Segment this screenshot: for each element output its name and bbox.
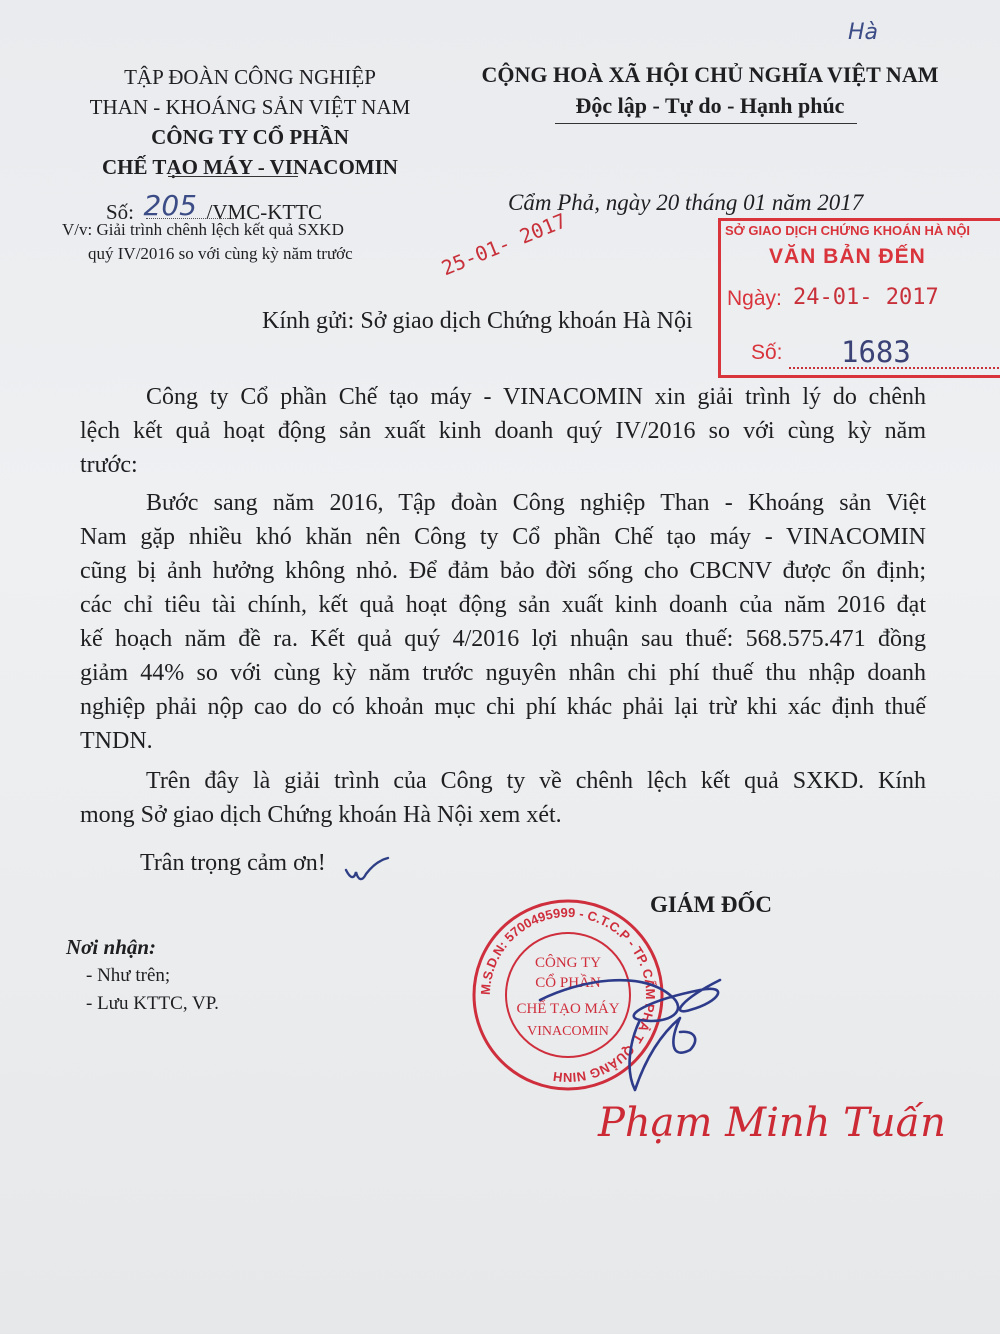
paragraph2-line5: kế hoạch năm đề ra. Kết quả quý 4/2016 lợi nhuận sau thuế: 568.575.471 đồng xyxy=(80,626,926,652)
paragraph2-line8: TNDN. xyxy=(80,728,153,754)
check-mark-icon xyxy=(342,852,392,886)
signature-scribble xyxy=(520,940,760,1100)
group-name-line1: TẬP ĐOÀN CÔNG NGHIỆP xyxy=(124,65,376,89)
paragraph2-line3: cũng bị ảnh hưởng không nhỏ. Để đảm bảo đời sống cho CBCNV được ổn định; xyxy=(80,558,926,584)
seal-ring-text: M.S.D.N: 5700495999 - C.T.C.P - TP. CẨM PHẢ T. QUẢNG NINH xyxy=(477,904,659,1086)
doc-number-dotted-line xyxy=(146,218,236,219)
seal-line4: VINACOMIN xyxy=(527,1024,609,1039)
seal-line2: CỔ PHẦN xyxy=(535,975,601,991)
paragraph2-line4: các chỉ tiêu tài chính, kết quả hoạt động sản xuất kinh doanh của năm 2016 đạt xyxy=(80,592,926,618)
paragraph1-line2: lệch kết quả hoạt động sản xuất kinh doanh quý IV/2016 so với cùng kỳ năm xyxy=(80,418,926,444)
received-stamp xyxy=(718,218,1000,378)
received-stamp-date-label: Ngày: xyxy=(727,287,782,310)
paragraph2-line6: giảm 44% so với cùng kỳ năm trước nguyên nhân chi phí thuế thu nhập doanh xyxy=(80,660,926,686)
paragraph1-line3: trước: xyxy=(80,452,138,478)
paragraph2-line2: Nam gặp nhiều khó khăn nên Công ty Cổ phần Chế tạo máy - VINACOMIN xyxy=(80,524,926,550)
place-date: Cẩm Phả, ngày 20 tháng 01 năm 2017 xyxy=(508,190,864,215)
recipients-item-2: - Lưu KTTC, VP. xyxy=(86,993,219,1014)
diagonal-date-stamp: 25-01- 2017 xyxy=(438,208,570,281)
paragraph2-line7: nghiệp phải nộp cao do có khoản mục chi phí khác phải lại trừ khi xác định thuế xyxy=(80,694,926,720)
closing-line: Trân trọng cảm ơn! xyxy=(140,850,326,876)
seal-line3: CHẾ TẠO MÁY xyxy=(516,1001,620,1017)
paragraph3-line1: Trên đây là giải trình của Công ty về chênh lệch kết quả SXKD. Kính xyxy=(146,768,926,794)
recipients-label: Nơi nhận: xyxy=(66,935,157,959)
received-stamp-date-value: 24-01- 2017 xyxy=(793,285,939,310)
received-stamp-title: VĂN BẢN ĐẾN xyxy=(769,245,926,268)
received-stamp-number-label: Số: xyxy=(751,341,783,364)
subject-line1: V/v: Giải trình chênh lệch kết quả SXKD xyxy=(62,220,344,239)
seal-line1: CÔNG TY xyxy=(535,955,601,971)
signer-name: Phạm Minh Tuấn xyxy=(598,1100,946,1146)
company-name-line2: CHẾ TẠO MÁY - VINACOMIN xyxy=(102,155,398,179)
header-left-underline xyxy=(168,176,298,177)
doc-number-prefix: Số: xyxy=(106,200,135,224)
paragraph2-line1: Bước sang năm 2016, Tập đoàn Công nghiệp Than - Khoáng sản Việt xyxy=(146,490,926,516)
recipients-item-1: - Như trên; xyxy=(86,965,171,986)
received-stamp-org: SỞ GIAO DỊCH CHỨNG KHOÁN HÀ NỘI xyxy=(725,223,971,238)
signer-title: GIÁM ĐỐC xyxy=(650,892,773,917)
recipient-line: Kính gửi: Sở giao dịch Chứng khoán Hà Nội xyxy=(262,308,693,334)
company-name-line1: CÔNG TY CỔ PHẦN xyxy=(151,125,349,149)
paragraph1-line1: Công ty Cổ phần Chế tạo máy - VINACOMIN xin giải trình lý do chênh xyxy=(146,384,926,410)
handwritten-note: Hà xyxy=(848,20,879,45)
group-name-line2: THAN - KHOÁNG SẢN VIỆT NAM xyxy=(89,95,411,119)
received-stamp-number-value: 1683 xyxy=(841,335,911,369)
motto-underline xyxy=(555,123,857,124)
paragraph3-line2: mong Sở giao dịch Chứng khoán Hà Nội xem xét. xyxy=(80,802,562,828)
subject-line2: quý IV/2016 so với cùng kỳ năm trước xyxy=(88,244,353,263)
country-name: CỘNG HOÀ XÃ HỘI CHỦ NGHĨA VIỆT NAM xyxy=(481,62,939,87)
doc-number-suffix: /VMC-KTTC xyxy=(206,200,323,224)
doc-number-handwritten: 205 xyxy=(143,189,197,222)
motto: Độc lập - Tự do - Hạnh phúc xyxy=(575,93,845,118)
